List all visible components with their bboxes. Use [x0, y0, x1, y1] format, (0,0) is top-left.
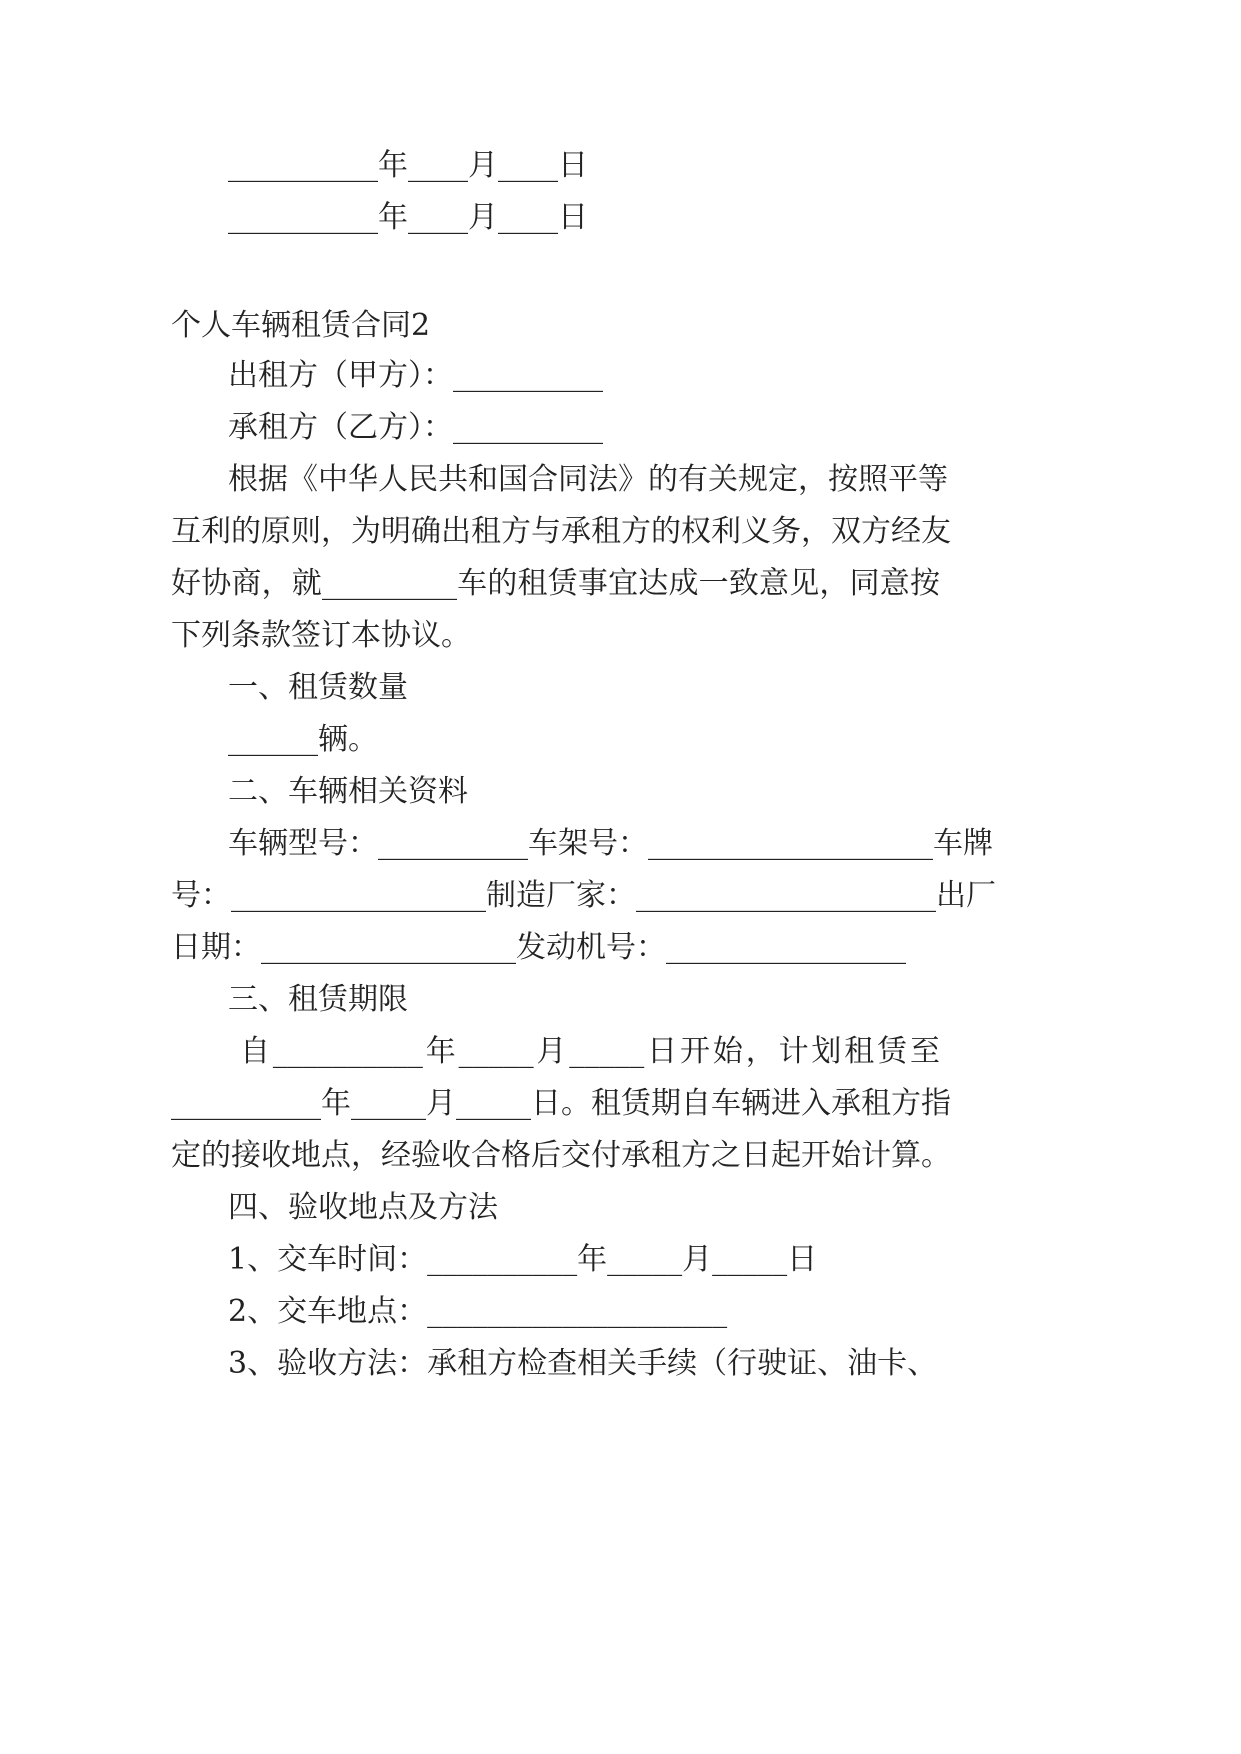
quantity-line: ______辆。	[228, 722, 378, 757]
vehicle-info-line-2: 号：_________________制造厂家：____________________出厂	[171, 878, 996, 913]
lease-term-line-3: 定的接收地点，经验收合格后交付承租方之日起开始计算。	[171, 1138, 951, 1173]
delivery-place-line: 2、交车地点：____________________	[228, 1294, 728, 1329]
inspection-method-line: 3、验收方法：承租方检查相关手续（行驶证、油卡、	[228, 1346, 938, 1381]
delivery-time-line: 1、交车时间：__________年_____月_____日	[228, 1242, 818, 1277]
lessee-line: 承租方（乙方）：__________	[228, 410, 603, 445]
section-heading-4: 四、验收地点及方法	[228, 1190, 498, 1225]
lessor-line: 出租方（甲方）：__________	[228, 358, 603, 393]
vehicle-info-line-3: 日期：_________________发动机号：________________	[171, 930, 906, 965]
signature-date-line-1: __________年____月____日	[228, 148, 588, 183]
section-heading-2: 二、车辆相关资料	[228, 774, 468, 809]
preamble-line-3: 好协商，就_________车的租赁事宜达成一致意见，同意按	[171, 566, 940, 601]
preamble-line-4: 下列条款签订本协议。	[171, 618, 471, 653]
preamble-line-1: 根据《中华人民共和国合同法》的有关规定，按照平等	[228, 462, 948, 497]
lease-term-line-2: __________年_____月_____日。租赁期自车辆进入承租方指	[171, 1086, 951, 1121]
lease-term-line-1: 自__________年_____月_____日开始，计划租赁至	[240, 1034, 940, 1069]
section-heading-1: 一、租赁数量	[228, 670, 408, 705]
document-title: 个人车辆租赁合同2	[171, 308, 431, 343]
vehicle-info-line-1: 车辆型号：__________车架号：___________________车牌	[228, 826, 993, 861]
preamble-line-2: 互利的原则，为明确出租方与承租方的权利义务，双方经友	[171, 514, 951, 549]
signature-date-line-2: __________年____月____日	[228, 200, 588, 235]
section-heading-3: 三、租赁期限	[228, 982, 408, 1017]
